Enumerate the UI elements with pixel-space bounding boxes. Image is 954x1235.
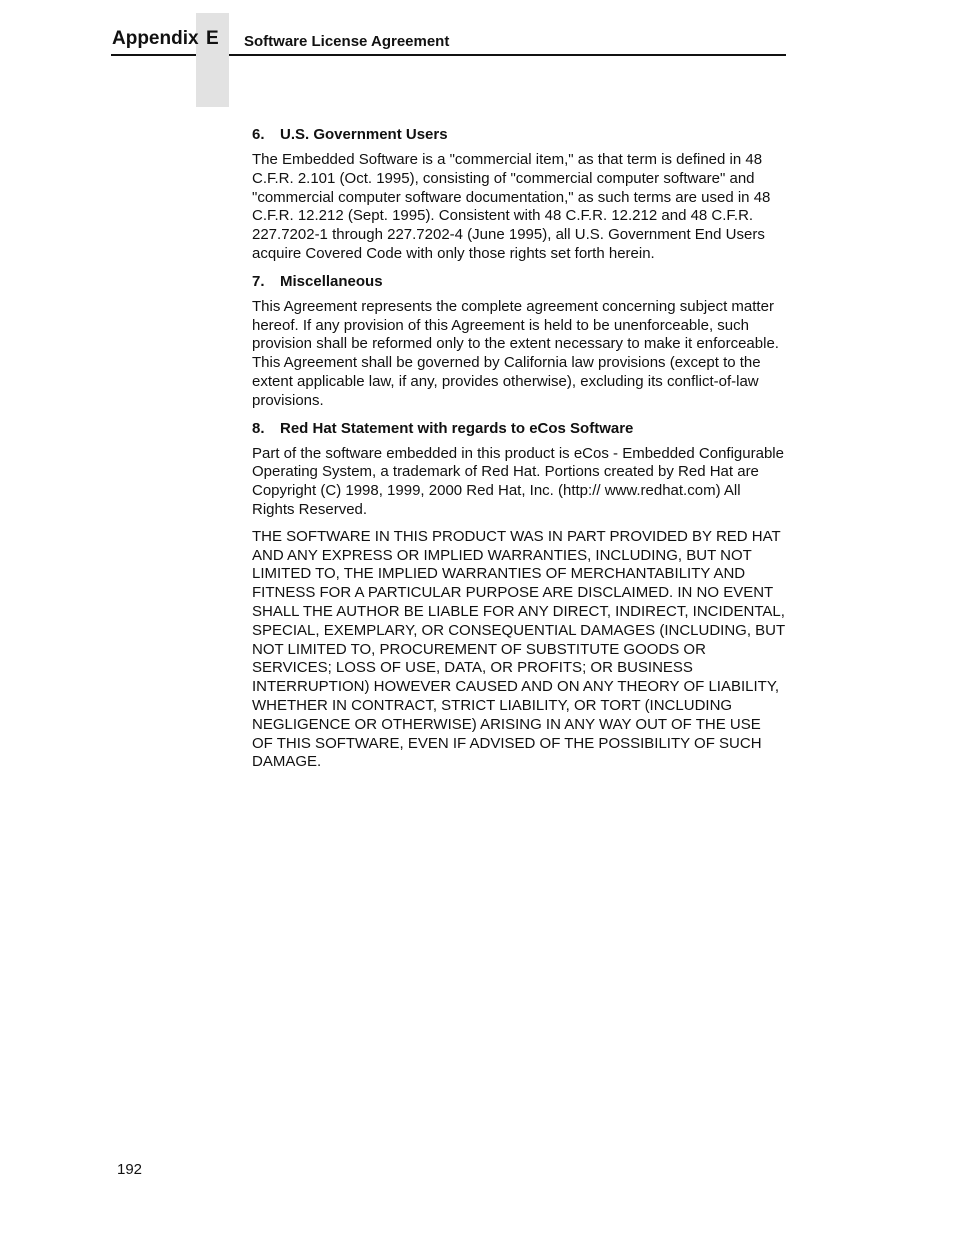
page-number: 192 (117, 1161, 143, 1178)
header-rule-right (229, 54, 786, 56)
section-title: Miscellaneous (280, 272, 383, 290)
page-body (252, 125, 785, 780)
appendix-label: Appendix (112, 28, 199, 49)
section-heading-6 (252, 125, 785, 145)
appendix-letter: E (206, 28, 219, 49)
section-number: 8. (252, 419, 265, 437)
section-heading-7 (252, 272, 785, 292)
section-7-paragraph-1: This Agreement represents the complete agreement concerning subject matter hereof. If any provision of this Agreement is held to be unenforceable, such provision shall be reformed only to the extent necessary to make it enforceable. This Agreement shall be governed by California law provisions (except to the extent applicable law, if any, provides otherwise), excluding its conflict-of-law provisions. (252, 297, 779, 409)
section-number: 6. (252, 126, 265, 143)
section-8-paragraph-2: THE SOFTWARE IN THIS PRODUCT WAS IN PART PROVIDED BY RED HAT AND ANY EXPRESS OR IMPLIED WARRANTIES, INCLUDING, BUT NOT LIMITED TO, THE IMPLIED WARRANTIES OF MERCHANTABILITY AND FITNESS FOR A PARTICULAR PURPOSE ARE DISCLAIMED. IN NO EVENT SHALL THE AUTHOR BE LIABLE FOR ANY DIRECT, INDIRECT, INCIDENTAL, SPECIAL, EXEMPLARY, OR CONSEQUENTIAL DAMAGES (INCLUDING, BUT NOT LIMITED TO, PROCUREMENT OF SUBSTITUTE GOODS OR SERVICES; LOSS OF USE, DATA, OR PROFITS; OR BUSINESS INTERRUPTION) HOWEVER CAUSED AND ON ANY THEORY OF LIABILITY, WHETHER IN CONTRACT, STRICT LIABILITY, OR TORT (INCLUDING NEGLIGENCE OR OTHERWISE) ARISING IN ANY WAY OUT OF THE USE OF THIS SOFTWARE, EVEN IF ADVISED OF THE POSSIBILITY OF SUCH DAMAGE. (252, 527, 785, 771)
section-heading-8 (252, 419, 785, 439)
section-title: U.S. Government Users (280, 126, 448, 143)
header-rule-left (111, 54, 196, 56)
section-6-paragraph-1: The Embedded Software is a "commercial item," as that term is defined in 48 C.F.R. 2.101 (Oct. 1995), consisting of "commercial computer software" and "commercial computer software documentation," as such terms are used in 48 C.F.R. 12.212 (Sept. 1995). Consistent with 48 C.F.R. 12.212 and 48 C.F.R. 227.7202-1 through 227.7202-4 (June 1995), all U.S. Government End Users acquire Covered Code with only those rights set forth herein. (252, 151, 771, 262)
section-8-paragraph-1: Part of the software embedded in this product is eCos - Embedded Configurable Operating System, a trademark of Red Hat. Portions created by Red Hat are Copyright (C) 1998, 1999, 2000 Red Hat, Inc. (http:// www.redhat.com) All Rights Reserved. (252, 444, 784, 518)
section-number: 7. (252, 272, 265, 290)
section-title: Red Hat Statement with regards to eCos Software (280, 419, 634, 437)
running-title: Software License Agreement (244, 33, 450, 50)
